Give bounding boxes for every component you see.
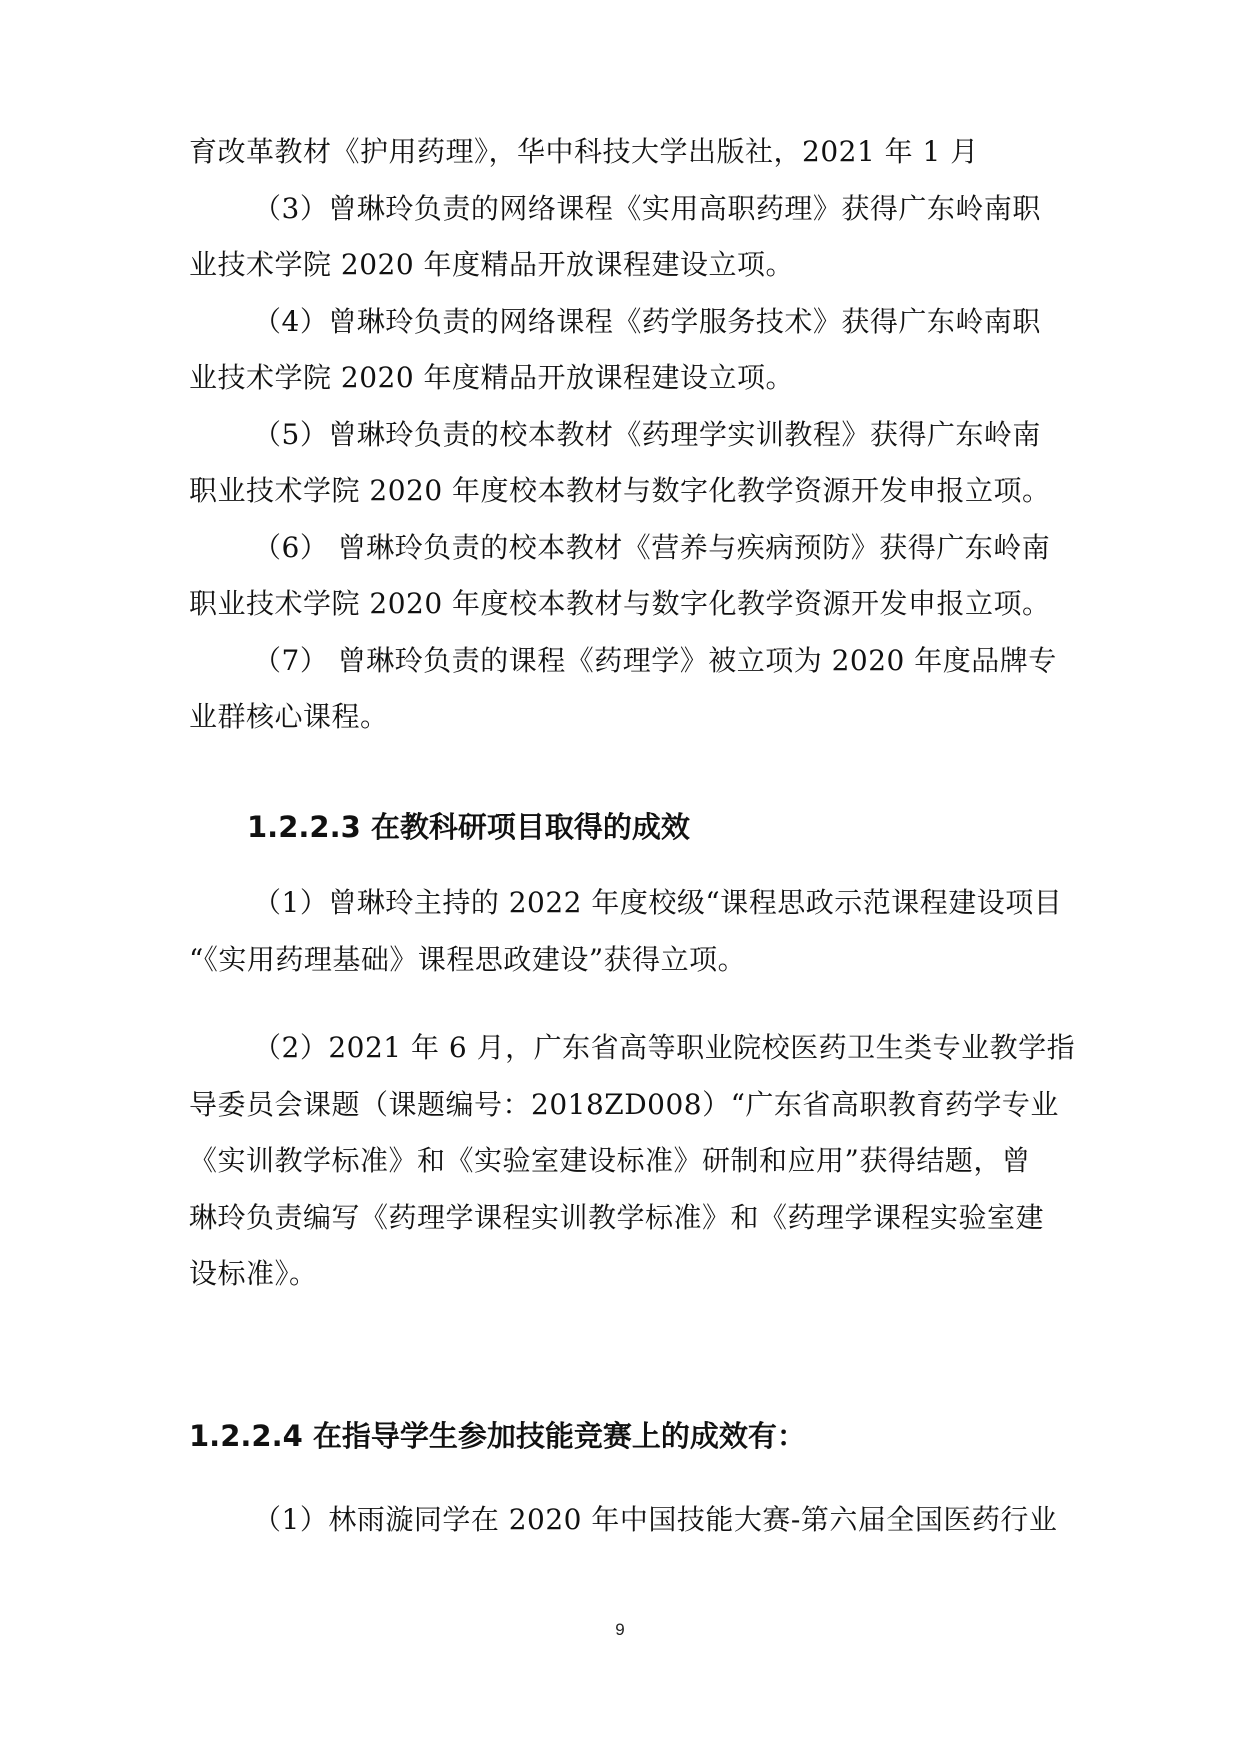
text-line: （7） 曾琳玲负责的课程《药理学》被立项为 2020 年度品牌专 <box>253 644 1057 677</box>
text-line: 《实训教学标准》和《实验室建设标准》研制和应用”获得结题，曾 <box>189 1144 1031 1177</box>
text-line: 琳玲负责编写《药理学课程实训教学标准》和《药理学课程实验室建 <box>189 1201 1045 1234</box>
page-number: 9 <box>615 1620 625 1639</box>
section-heading: 1.2.2.3 在教科研项目取得的成效 <box>247 810 690 844</box>
text-line: “《实用药理基础》课程思政建设”获得立项。 <box>189 943 747 976</box>
text-line: 设标准》。 <box>189 1257 318 1290</box>
text-line: 导委员会课题（课题编号：2018ZD008）“广东省高职教育药学专业 <box>189 1088 1059 1121</box>
text-line: （4）曾琳玲负责的网络课程《药学服务技术》获得广东岭南职 <box>253 305 1041 338</box>
text-line: （5）曾琳玲负责的校本教材《药理学实训教程》获得广东岭南 <box>253 418 1041 451</box>
text-line: （3）曾琳玲负责的网络课程《实用高职药理》获得广东岭南职 <box>253 192 1041 225</box>
text-line: （1）林雨漩同学在 2020 年中国技能大赛-第六届全国医药行业 <box>253 1503 1058 1536</box>
text-line: 育改革教材《护用药理》，华中科技大学出版社，2021 年 1 月 <box>189 135 979 168</box>
text-line: 职业技术学院 2020 年度校本教材与数字化教学资源开发申报立项。 <box>189 474 1051 507</box>
text-line: 业技术学院 2020 年度精品开放课程建设立项。 <box>189 248 795 281</box>
text-line: 业技术学院 2020 年度精品开放课程建设立项。 <box>189 361 795 394</box>
text-line: 业群核心课程。 <box>189 700 389 733</box>
text-line: 职业技术学院 2020 年度校本教材与数字化教学资源开发申报立项。 <box>189 587 1051 620</box>
section-heading: 1.2.2.4 在指导学生参加技能竞赛上的成效有： <box>189 1419 806 1453</box>
text-line: （1）曾琳玲主持的 2022 年度校级“课程思政示范课程建设项目 <box>253 886 1063 919</box>
text-line: （2）2021 年 6 月，广东省高等职业院校医药卫生类专业教学指 <box>253 1031 1076 1064</box>
text-line: （6） 曾琳玲负责的校本教材《营养与疾病预防》获得广东岭南 <box>253 531 1051 564</box>
